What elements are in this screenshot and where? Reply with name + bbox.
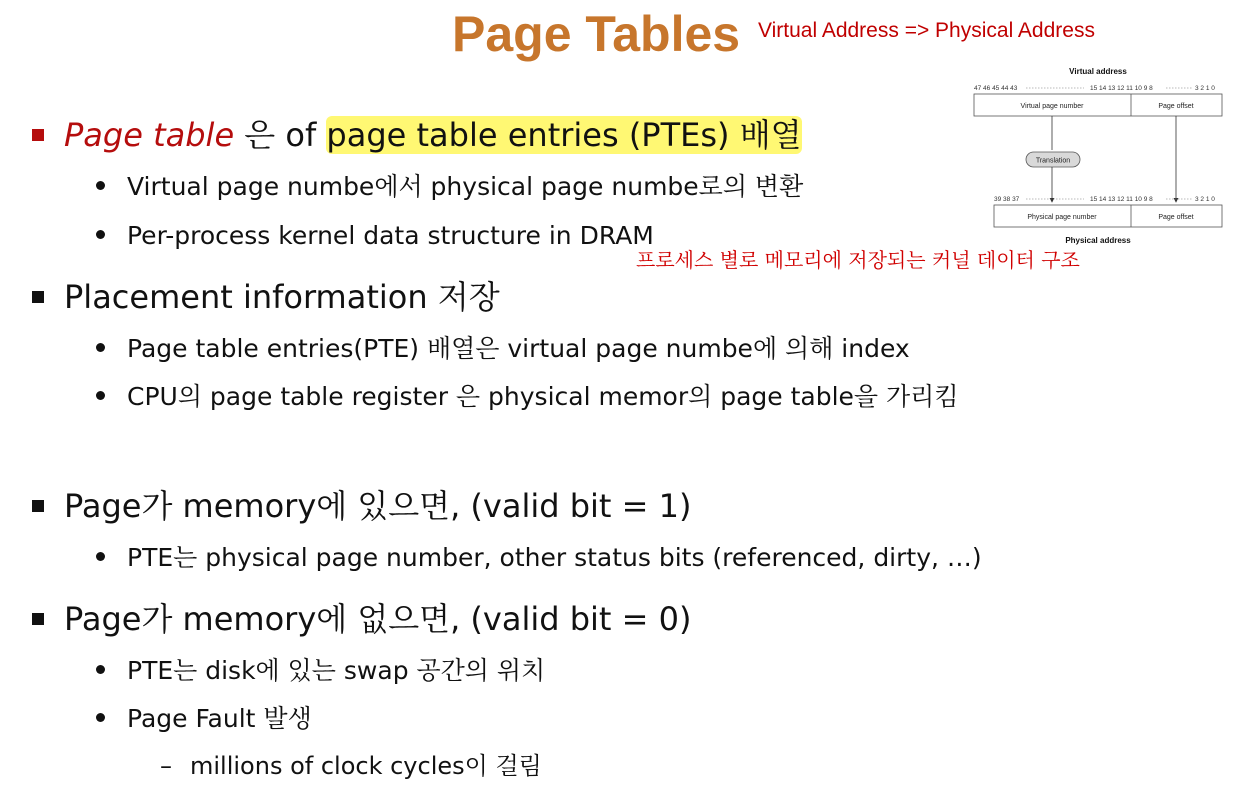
bullet-item [96, 702, 312, 736]
virtual-bits-left: 47 46 45 44 43 [974, 85, 1018, 92]
heading-page-table [32, 114, 802, 156]
bullet-item [96, 219, 654, 253]
heading-placement-info [32, 276, 500, 318]
bullet-item [96, 654, 545, 688]
highlighted-text: page table entries (PTEs) 배열 [326, 116, 802, 154]
page-title: Page Tables [452, 6, 741, 62]
heading-valid-bit-1 [32, 485, 691, 527]
bullet-item [96, 541, 982, 575]
physical-bits-left: 39 38 37 [994, 196, 1020, 203]
bullet-text: Virtual page numbe에서 physical page numbe로의 변환 [127, 172, 804, 201]
dot-bullet-icon [96, 181, 105, 190]
bullet-text: Page table entries(PTE) 배열은 virtual page numbe에 의해 index [127, 334, 910, 363]
dot-bullet-icon [96, 552, 105, 561]
annotation-note: 프로세스 별로 메모리에 저장되는 커널 데이터 구조 [636, 248, 1080, 272]
virtual-page-offset-field: Page offset [1158, 103, 1194, 110]
physical-bits-right: 3 2 1 0 [1195, 196, 1215, 203]
virtual-bits-right: 3 2 1 0 [1195, 85, 1215, 92]
virtual-bits-mid: 15 14 13 12 11 10 9 8 [1090, 85, 1153, 92]
sub-bullet-text: millions of clock cycles이 걸림 [190, 752, 542, 780]
square-bullet-icon [32, 129, 44, 141]
square-bullet-icon [32, 613, 44, 625]
dot-bullet-icon [96, 713, 105, 722]
sub-bullet-item [160, 750, 542, 782]
bullet-text: PTE는 physical page number, other status bits (referenced, dirty, …) [127, 543, 982, 572]
bullet-text: Page Fault 발생 [127, 704, 312, 733]
heading-middle: 은 of [234, 116, 327, 154]
physical-address-label: Physical address [1065, 236, 1131, 245]
heading-text: Page가 memory에 있으면, (valid bit = 1) [64, 487, 692, 525]
physical-page-offset-field: Page offset [1158, 214, 1194, 221]
bullet-text: PTE는 disk에 있는 swap 공간의 위치 [127, 656, 546, 685]
bullet-item [96, 332, 910, 366]
bullet-item [96, 380, 958, 414]
physical-page-number-field: Physical page number [1027, 214, 1097, 221]
dot-bullet-icon [96, 230, 105, 239]
dot-bullet-icon [96, 665, 105, 674]
virtual-address-label: Virtual address [1069, 67, 1127, 76]
square-bullet-icon [32, 291, 44, 303]
bullet-text: CPU의 page table register 은 physical memor의 page table을 가리킴 [127, 382, 959, 411]
bullet-text: Per-process kernel data structure in DRAM [127, 221, 654, 250]
heading-text: Placement information 저장 [64, 278, 500, 316]
address-translation-diagram [966, 62, 1226, 252]
dot-bullet-icon [96, 343, 105, 352]
square-bullet-icon [32, 500, 44, 512]
heading-text: Page가 memory에 없으면, (valid bit = 0) [64, 600, 692, 638]
heading-term: Page table [64, 116, 235, 154]
virtual-page-number-field: Virtual page number [1020, 103, 1084, 110]
translation-label: Translation [1035, 157, 1071, 165]
physical-bits-mid: 15 14 13 12 11 10 9 8 [1090, 196, 1153, 203]
heading-valid-bit-0 [32, 598, 691, 640]
bullet-item [96, 170, 803, 204]
page-subtitle: Virtual Address => Physical Address [758, 19, 1095, 42]
dot-bullet-icon [96, 391, 105, 400]
dash-bullet-icon: – [160, 752, 172, 780]
